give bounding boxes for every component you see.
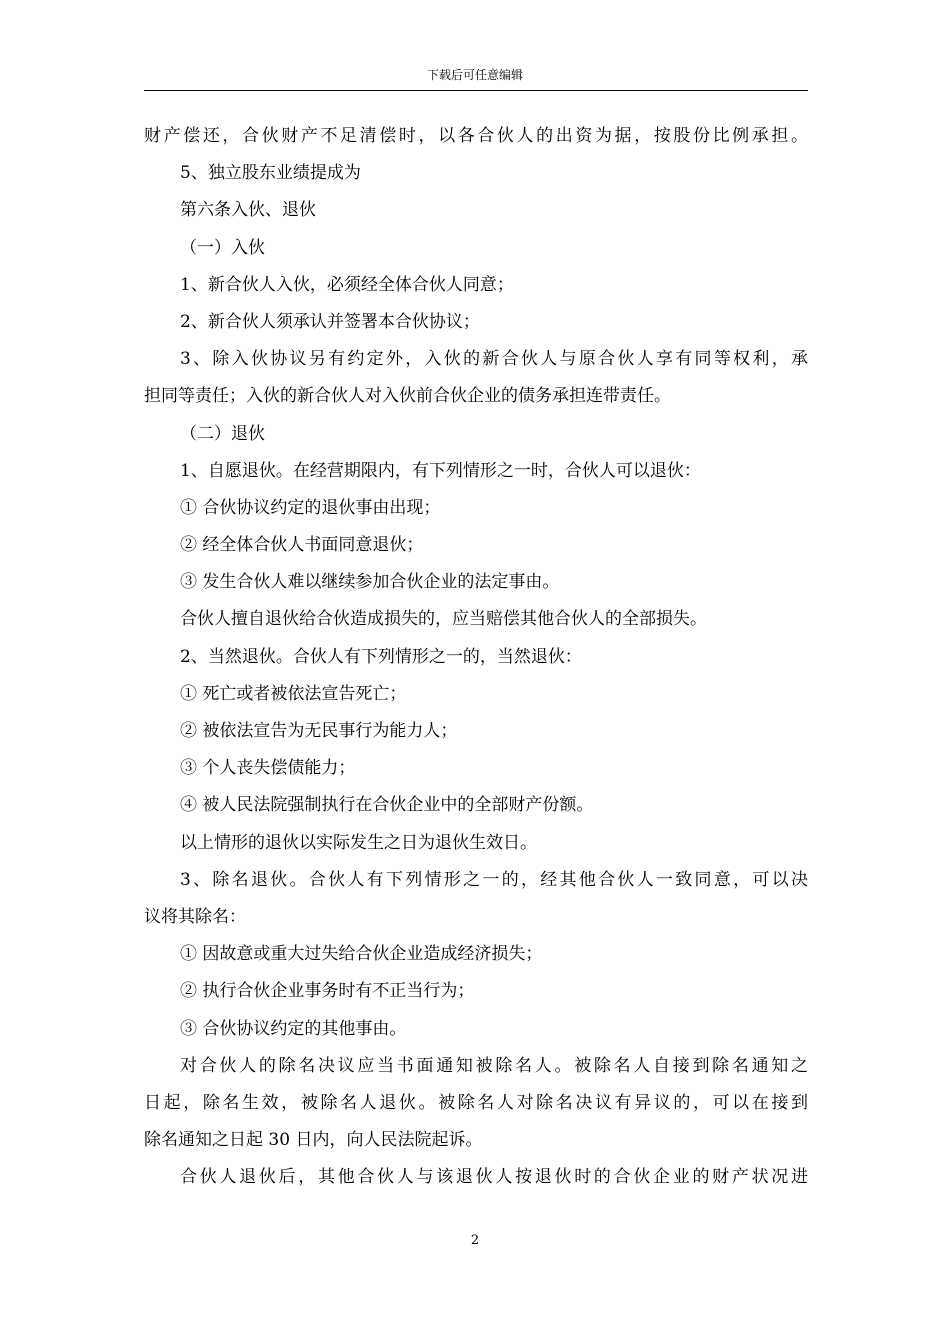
paragraph-line: 1、新合伙人入伙，必须经全体合伙人同意；: [180, 274, 514, 295]
paragraph-line: 日起，除名生效，被除名人退伙。被除名人对除名决议有异议的，可以在接到: [144, 1092, 808, 1113]
subsection-heading: （二）退伙: [180, 423, 265, 444]
paragraph-line: 2、当然退伙。合伙人有下列情形之一的，当然退伙：: [180, 646, 582, 667]
paragraph-line: 合伙人擅自退伙给合伙造成损失的，应当赔偿其他合伙人的全部损失。: [180, 609, 707, 630]
paragraph-line: 财产偿还，合伙财产不足清偿时，以各合伙人的出资为据，按股份比例承担。: [144, 126, 808, 146]
page-number: 2: [470, 1233, 480, 1248]
list-item: ④ 被人民法院强制执行在合伙企业中的全部财产份额。: [180, 795, 594, 816]
paragraph-line: 除名通知之日起 30 日内，向人民法院起诉。: [144, 1130, 483, 1151]
list-item: ② 经全体合伙人书面同意退伙；: [180, 535, 424, 556]
list-item: ① 死亡或者被依法宣告死亡；: [180, 683, 407, 704]
paragraph-line: 合伙人退伙后，其他合伙人与该退伙人按退伙时的合伙企业的财产状况进: [180, 1167, 808, 1188]
list-item: ② 被依法宣告为无民事行为能力人；: [180, 721, 458, 741]
paragraph-line: 担同等责任；入伙的新合伙人对入伙前合伙企业的债务承担连带责任。: [144, 386, 671, 407]
paragraph-line: 对合伙人的除名决议应当书面通知被除名人。被除名人自接到除名通知之: [180, 1055, 808, 1076]
list-item: ② 执行合伙企业事务时有不正当行为；: [180, 981, 475, 1002]
subsection-heading: （一）入伙: [180, 237, 265, 258]
document-body: [144, 118, 808, 1196]
list-item: ① 因故意或重大过失给合伙企业造成经济损失；: [180, 944, 543, 965]
list-item: ③ 个人丧失偿债能力；: [180, 758, 356, 779]
list-item: ① 合伙协议约定的退伙事由出现；: [180, 497, 441, 518]
paragraph-line: 5、独立股东业绩提成为: [180, 163, 361, 184]
list-item: ③ 合伙协议约定的其他事由。: [180, 1018, 407, 1039]
paragraph-line: 以上情形的退伙以实际发生之日为退伙生效日。: [180, 832, 537, 853]
paragraph-line: 议将其除名：: [144, 906, 246, 927]
section-heading: 第六条入伙、退伙: [180, 200, 316, 221]
paragraph-line: 3、除名退伙。合伙人有下列情形之一的，经其他合伙人一致同意，可以决: [180, 869, 808, 890]
header-rule: [144, 90, 808, 91]
page-header: 下载后可任意编辑: [426, 68, 523, 82]
paragraph-line: 3、除入伙协议另有约定外，入伙的新合伙人与原合伙人享有同等权利，承: [180, 349, 808, 370]
paragraph-line: 1、自愿退伙。在经营期限内，有下列情形之一时，合伙人可以退伙：: [180, 460, 701, 481]
list-item: ③ 发生合伙人难以继续参加合伙企业的法定事由。: [180, 572, 560, 593]
paragraph-line: 2、新合伙人须承认并签署本合伙协议；: [180, 311, 480, 332]
